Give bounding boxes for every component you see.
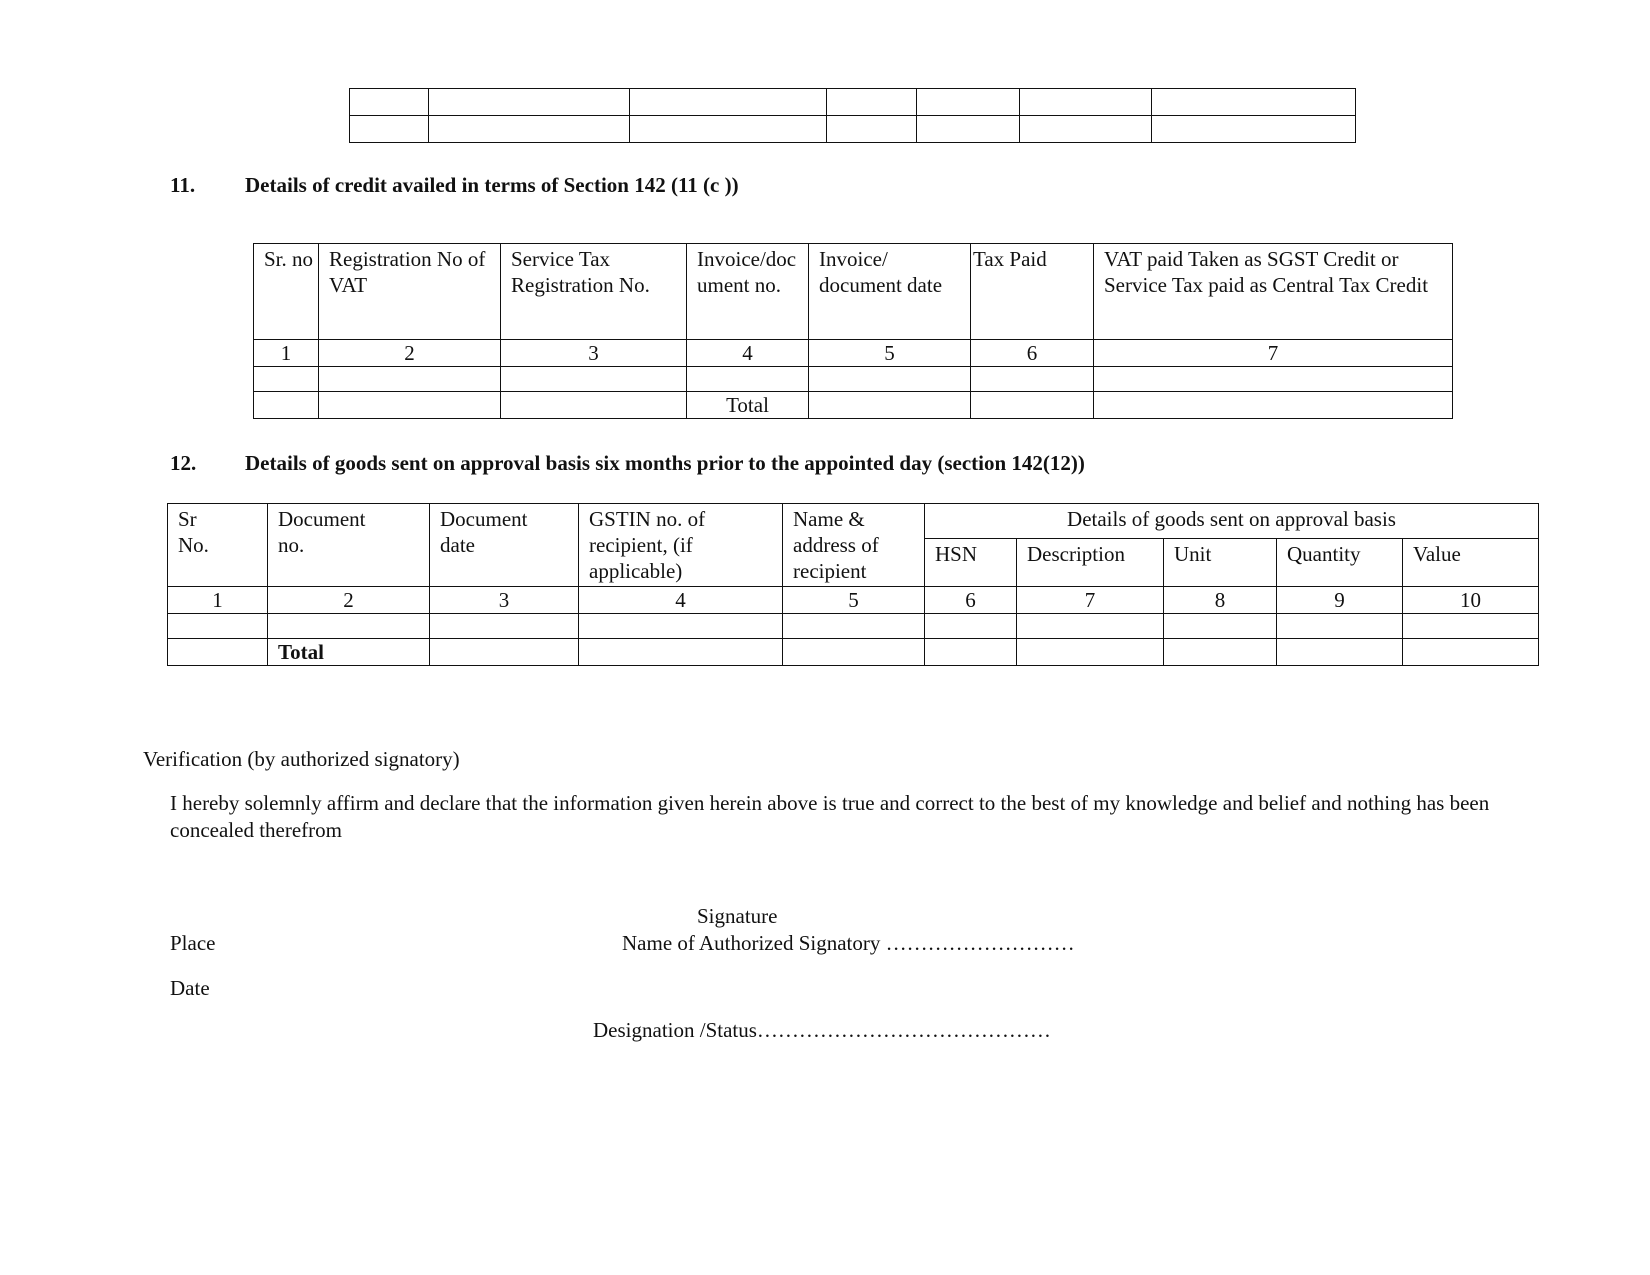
section-11-number: 11. [170,173,196,197]
total-label: Total [687,392,809,419]
column-number: 2 [268,587,430,614]
verification-statement: I hereby solemnly affirm and declare that the information given herein above is true and correct to the best of my knowledge and belief and nothing has been concealed therefrom [170,791,1490,842]
header-description: Description [1017,539,1164,587]
verification-heading: Verification (by authorized signatory) [143,747,460,771]
table-cell [1164,614,1277,639]
column-number: 9 [1277,587,1403,614]
table-cell [1403,639,1539,666]
section-12-number: 12. [170,451,197,475]
table-cell [917,116,1020,143]
table-cell [917,89,1020,116]
table-cell [254,392,319,419]
table-cell [579,639,783,666]
column-number: 6 [971,340,1094,367]
table-cell [319,367,501,392]
table-cell [783,614,925,639]
table-cell [168,639,268,666]
table-cell [1020,89,1152,116]
section-12-title: Details of goods sent on approval basis six months prior to the appointed day (section 142(12)) [245,451,1085,475]
section-11-title: Details of credit availed in terms of Section 142 (11 (c )) [245,173,739,197]
column-number: 7 [1094,340,1453,367]
table-cell [1152,89,1356,116]
table-cell [1017,614,1164,639]
table-cell [501,392,687,419]
section-12-table [167,503,1539,666]
header-service-tax-registration: Service Tax Registration No. [501,244,687,340]
column-number: 3 [501,340,687,367]
column-number: 7 [1017,587,1164,614]
header-sr-no: Sr. no [254,244,319,340]
table-cell [319,392,501,419]
table-cell [971,367,1094,392]
table-cell [268,614,430,639]
column-number: 1 [254,340,319,367]
header-document-no: Document no. [268,504,430,587]
table-cell [254,367,319,392]
table-cell [1403,614,1539,639]
table-cell [809,367,971,392]
table-cell [630,116,827,143]
place-label: Place [170,931,216,955]
column-number: 4 [687,340,809,367]
column-number: 10 [1403,587,1539,614]
table-cell [429,116,630,143]
header-hsn: HSN [925,539,1017,587]
table-cell [1152,116,1356,143]
table-cell [1094,367,1453,392]
column-number: 2 [319,340,501,367]
table-cell [1164,639,1277,666]
table-cell [430,639,579,666]
table-cell [350,116,429,143]
table-cell [430,614,579,639]
top-continuation-table [349,88,1356,143]
column-number: 6 [925,587,1017,614]
header-name-address: Name & address of recipient [783,504,925,587]
designation-status-field: Designation /Status…………………………………… [593,1018,1051,1042]
table-cell [827,89,917,116]
column-number: 4 [579,587,783,614]
total-label: Total [268,639,430,666]
table-cell [1017,639,1164,666]
table-cell [1020,116,1152,143]
table-cell [501,367,687,392]
header-goods-approval-group: Details of goods sent on approval basis [925,504,1539,539]
column-number: 5 [809,340,971,367]
table-cell [971,392,1094,419]
table-cell [429,89,630,116]
table-cell [783,639,925,666]
table-cell [687,367,809,392]
table-cell [1094,392,1453,419]
table-cell [1277,639,1403,666]
table-cell [925,639,1017,666]
header-sr-no: Sr No. [168,504,268,587]
header-registration-no-vat: Registration No of VAT [319,244,501,340]
header-invoice-doc-date: Invoice/ document date [809,244,971,340]
table-cell [168,614,268,639]
date-label: Date [170,976,210,1000]
header-vat-paid-credit: VAT paid Taken as SGST Credit or Service Tax paid as Central Tax Credit [1094,244,1453,340]
table-cell [579,614,783,639]
column-number: 8 [1164,587,1277,614]
header-invoice-doc-no: Invoice/document no. [687,244,809,340]
table-cell [809,392,971,419]
header-value: Value [1403,539,1539,587]
table-cell [1277,614,1403,639]
table-cell [350,89,429,116]
authorized-signatory-name-field: Name of Authorized Signatory ……………………… [622,931,1075,955]
section-11-table [253,243,1453,419]
header-quantity: Quantity [1277,539,1403,587]
header-document-date: Document date [430,504,579,587]
signature-label: Signature [697,904,778,928]
header-gstin: GSTIN no. of recipient, (if applicable) [579,504,783,587]
table-cell [630,89,827,116]
column-number: 5 [783,587,925,614]
column-number: 3 [430,587,579,614]
table-cell [925,614,1017,639]
table-cell [827,116,917,143]
header-tax-paid: Tax Paid [971,244,1094,340]
column-number: 1 [168,587,268,614]
header-unit: Unit [1164,539,1277,587]
